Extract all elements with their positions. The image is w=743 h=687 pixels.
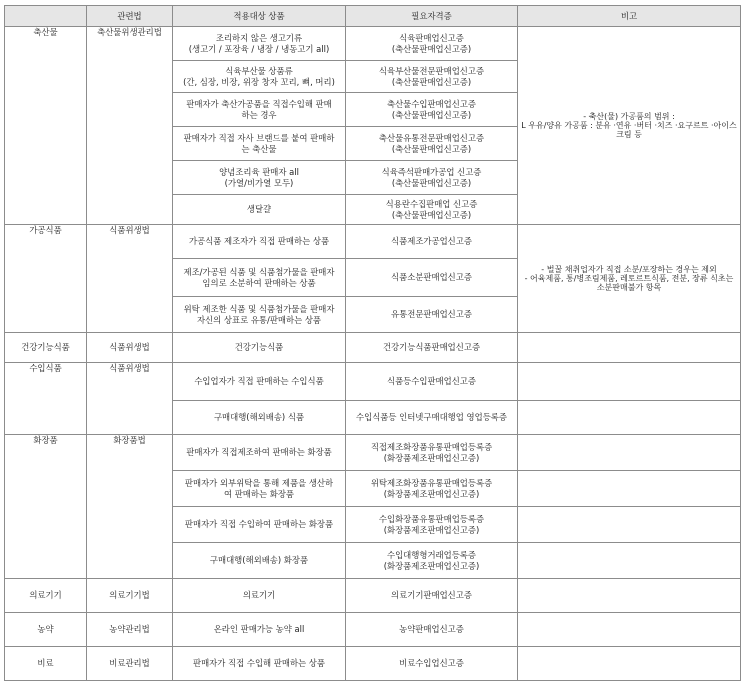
category-cell: 농약 — [5, 613, 87, 647]
category-cell: 건강기능식품 — [5, 333, 87, 363]
license-cell: 건강기능식품판매업신고증 — [346, 333, 518, 363]
law-cell: 비료관리법 — [87, 647, 173, 681]
license-cell: 식품제조가공업신고증 — [346, 225, 518, 259]
target-line: (간, 심장, 비장, 위장 창자 꼬리, 뼈, 머리) — [183, 76, 335, 87]
license-cell — [346, 507, 518, 543]
target-cell — [173, 27, 346, 61]
law-cell: 식품위생법 — [87, 333, 173, 363]
table-row — [5, 27, 741, 61]
license-cell: 식품소분판매업신고증 — [346, 259, 518, 297]
license-line: 식육부산물전문판매업신고증 — [378, 65, 485, 76]
table-row — [5, 435, 741, 471]
license-line: (화장품제조판매업신고증) — [383, 560, 480, 571]
license-line: 축산물유통전문판매업신고증 — [378, 132, 485, 143]
target-line: 임의로 소분하여 판매하는 상품 — [202, 277, 316, 288]
law-cell: 식품위생법 — [87, 225, 173, 333]
target-cell — [173, 297, 346, 333]
law-cell: 축산물위생관리법 — [87, 27, 173, 225]
license-cell — [346, 195, 518, 225]
license-cell — [346, 161, 518, 195]
category-cell: 수입식품 — [5, 363, 87, 435]
license-line: (화장품제조판매업신고증) — [383, 488, 480, 499]
header-license: 필요자격증 — [346, 6, 518, 27]
target-cell: 건강기능식품 — [173, 333, 346, 363]
target-line: (가열/비가열 모두) — [224, 177, 294, 188]
target-line: 양념조리육 판매자 all — [219, 166, 299, 177]
license-cell: 수입식품등 인터넷구매대행업 영업등록증 — [346, 401, 518, 435]
note-cell-empty — [518, 363, 741, 401]
license-cell: 의료기기판매업신고증 — [346, 579, 518, 613]
table-row — [5, 363, 741, 401]
law-cell: 식품위생법 — [87, 363, 173, 435]
target-cell — [173, 127, 346, 161]
law-cell: 의료기기법 — [87, 579, 173, 613]
target-line: 하는 경우 — [241, 109, 277, 120]
category-cell: 비료 — [5, 647, 87, 681]
note-cell-empty — [518, 579, 741, 613]
table-row — [5, 647, 741, 681]
license-cell — [346, 93, 518, 127]
note-cell-empty — [518, 543, 741, 579]
license-line: 식육즉석판매가공업 신고증 — [381, 166, 482, 177]
table-row — [5, 613, 741, 647]
category-cell: 가공식품 — [5, 225, 87, 333]
target-line: 판매자가 외부위탁을 통해 제품을 생산하 — [184, 477, 334, 488]
license-line: 수입대행형거래업등록증 — [387, 549, 476, 560]
category-cell: 의료기기 — [5, 579, 87, 613]
note-line: - 벌꿀 채취업자가 직접 소분/포장하는 경우는 제외 — [541, 265, 717, 274]
target-line: 여 판매하는 화장품 — [223, 488, 295, 499]
target-line: 조리하지 않은 생고기류 — [215, 32, 303, 43]
header-note: 비고 — [518, 6, 741, 27]
note-cell-empty — [518, 333, 741, 363]
target-cell: 판매자가 직접 수입하여 판매하는 화장품 — [173, 507, 346, 543]
license-cell — [346, 127, 518, 161]
law-cell: 농약관리법 — [87, 613, 173, 647]
header-law: 관련법 — [87, 6, 173, 27]
target-cell — [173, 161, 346, 195]
note-cell-empty — [518, 647, 741, 681]
license-line: 식용란수집판매업 신고증 — [385, 198, 478, 209]
target-cell — [173, 61, 346, 93]
target-cell: 판매자가 직접제조하여 판매하는 화장품 — [173, 435, 346, 471]
target-cell: 수입업자가 직접 판매하는 수입식품 — [173, 363, 346, 401]
target-cell — [173, 259, 346, 297]
header-blank — [5, 6, 87, 27]
target-line: 는 축산물 — [241, 143, 277, 154]
license-requirements-table — [4, 5, 741, 681]
license-cell — [346, 27, 518, 61]
license-cell — [346, 543, 518, 579]
note-line: L 우유/양유 가공품 : 분유 ·연유 ·버터 ·치즈 ·요구르트 ·아이스크림 등 — [521, 121, 737, 139]
target-line: 식육부산물 상품류 — [225, 65, 293, 76]
license-line: (화장품제조판매업신고증) — [383, 524, 480, 535]
table-row — [5, 579, 741, 613]
license-cell: 유통전문판매업신고증 — [346, 297, 518, 333]
target-line: 위탁 제조한 식품 및 식품첨가물을 판매자 — [183, 303, 335, 314]
license-line: 수입화장품유통판매업등록증 — [378, 513, 485, 524]
note-cell-empty — [518, 613, 741, 647]
license-cell — [346, 435, 518, 471]
license-cell: 비료수입업신고증 — [346, 647, 518, 681]
license-line: (축산물판매업신고증) — [391, 43, 472, 54]
target-cell: 생달걀 — [173, 195, 346, 225]
note-line: - 축산(물) 가공품의 범위 : — [583, 112, 675, 121]
note-cell-empty — [518, 435, 741, 471]
law-cell: 화장품법 — [87, 435, 173, 579]
license-line: 식육판매업신고증 — [399, 32, 464, 43]
target-line: (생고기 / 포장육 / 냉장 / 냉동고기 all) — [188, 43, 330, 54]
note-cell-empty — [518, 401, 741, 435]
target-cell: 구매대행(해외배송) 화장품 — [173, 543, 346, 579]
license-line: (화장품제조판매업신고증) — [383, 452, 480, 463]
target-cell: 판매자가 직접 수입해 판매하는 상품 — [173, 647, 346, 681]
license-cell — [346, 61, 518, 93]
target-line: 판매자가 축산가공품을 직접수입해 판매 — [186, 98, 332, 109]
category-cell: 축산물 — [5, 27, 87, 225]
license-line: (축산물판매업신고증) — [391, 177, 472, 188]
license-line: (축산물판매업신고증) — [391, 76, 472, 87]
license-cell: 농약판매업신고증 — [346, 613, 518, 647]
note-cell-processed — [518, 225, 741, 333]
license-line: 축산물수입판매업신고증 — [387, 98, 476, 109]
target-cell: 온라인 판매가능 농약 all — [173, 613, 346, 647]
note-cell-livestock — [518, 27, 741, 225]
target-line: 자신의 상표로 유통/판매하는 상품 — [196, 314, 322, 325]
target-line: 판매자가 직접 자사 브랜드를 붙여 판매하 — [183, 132, 335, 143]
header-row — [5, 6, 741, 27]
license-cell: 식품등수입판매업신고증 — [346, 363, 518, 401]
target-cell: 의료기기 — [173, 579, 346, 613]
category-cell: 화장품 — [5, 435, 87, 579]
target-cell: 구매대행(해외배송) 식품 — [173, 401, 346, 435]
table-row — [5, 225, 741, 259]
license-line: (축산물판매업신고증) — [391, 143, 472, 154]
target-line: 제조/가공된 식품 및 식품첨가물을 판매자 — [183, 266, 335, 277]
target-cell — [173, 93, 346, 127]
license-cell — [346, 471, 518, 507]
license-line: 직접제조화장품유통판매업등록증 — [370, 441, 493, 452]
note-cell-empty — [518, 507, 741, 543]
license-line: 위탁제조화장품유통판매업등록증 — [370, 477, 493, 488]
license-line: (축산물판매업신고증) — [391, 109, 472, 120]
header-target: 적용대상 상품 — [173, 6, 346, 27]
note-line: - 어육제품, 통/병조림제품, 레토르트식품, 전분, 장류 식초는 소분판매불가 항목 — [524, 274, 734, 292]
license-line: (축산물판매업신고증) — [391, 209, 472, 220]
note-cell-empty — [518, 471, 741, 507]
target-cell — [173, 471, 346, 507]
target-cell: 가공식품 제조자가 직접 판매하는 상품 — [173, 225, 346, 259]
table-row — [5, 333, 741, 363]
